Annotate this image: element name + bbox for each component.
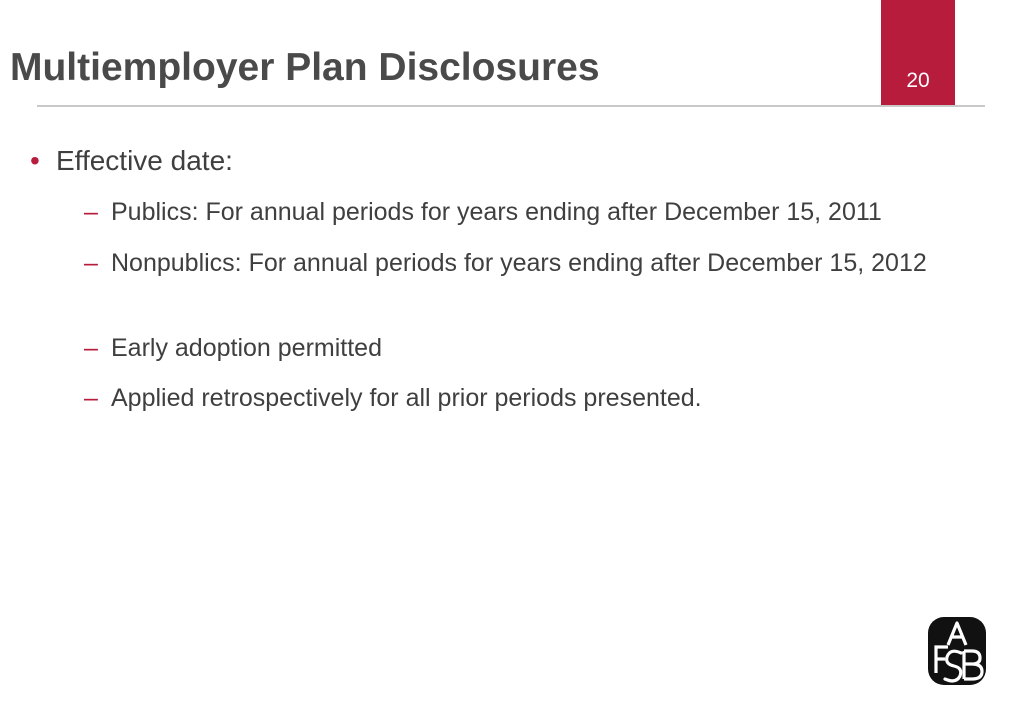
sub-item-publics [84, 195, 1004, 229]
sub-item-text: Early adoption permitted [111, 334, 382, 362]
dash-marker: – [84, 384, 98, 412]
bullet-effective-date [30, 141, 233, 181]
bullet-text: Effective date: [56, 145, 233, 176]
sub-item-early-adoption [84, 331, 1004, 365]
fasb-logo-icon [926, 615, 988, 687]
dash-marker: – [84, 334, 98, 362]
slide-title: Multiemployer Plan Disclosures [10, 46, 600, 89]
dash-marker: – [84, 249, 98, 277]
sub-item-text: Nonpublics: For annual periods for years ending after December 15, 2012 [111, 249, 927, 277]
bullet-marker: • [30, 145, 40, 176]
sub-item-text: Applied retrospectively for all prior periods presented. [111, 384, 702, 412]
sub-item-nonpublics [84, 246, 984, 280]
sub-item-retrospective [84, 381, 1004, 415]
sub-item-text: Publics: For annual periods for years ending after December 15, 2011 [111, 198, 882, 226]
dash-marker: – [84, 198, 98, 226]
page-number: 20 [906, 69, 930, 92]
